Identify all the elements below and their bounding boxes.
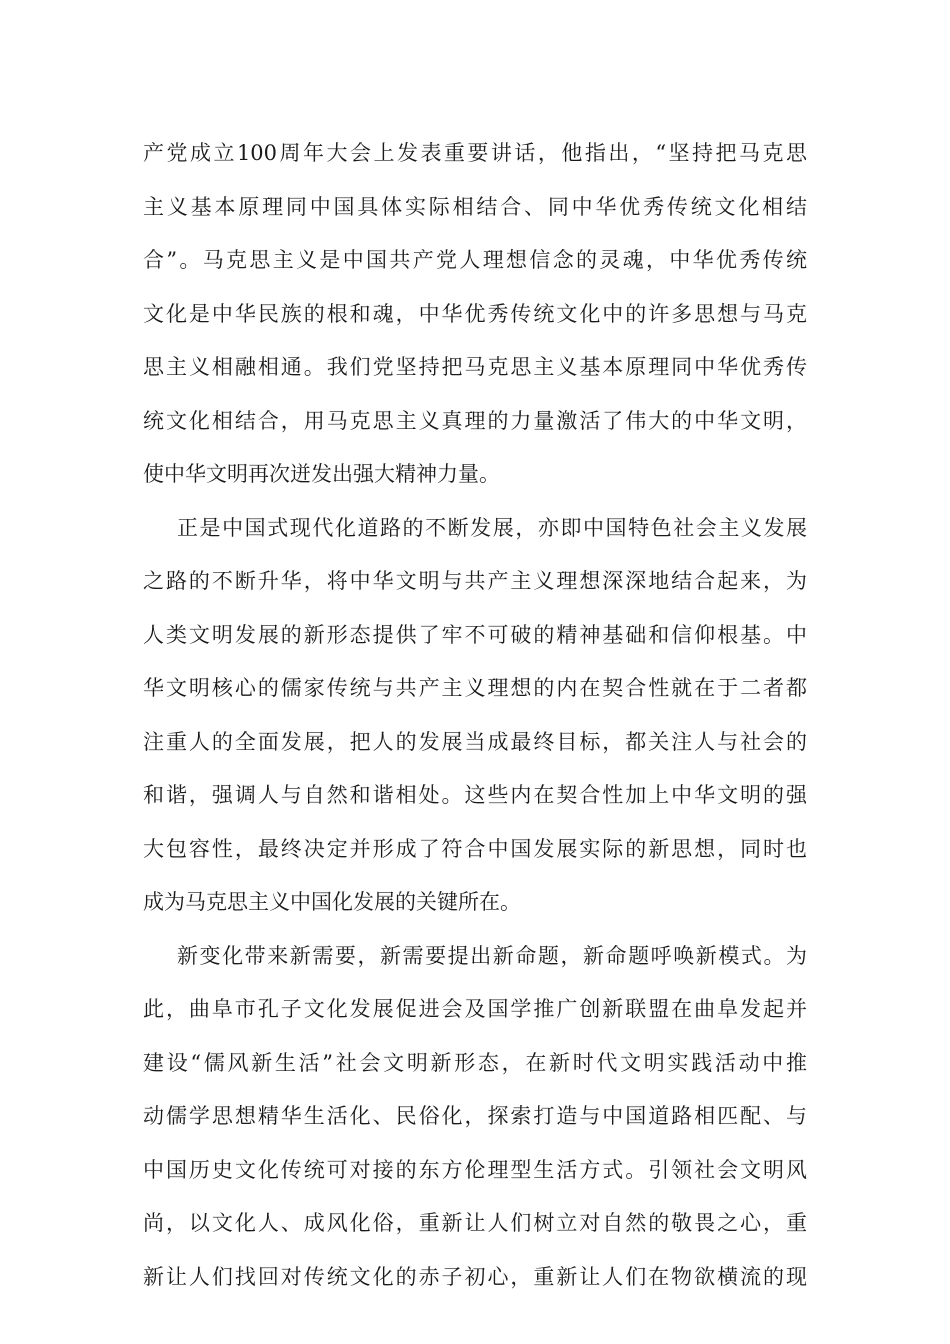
paragraph-2 <box>143 502 807 930</box>
text-line: 正是中国式现代化道路的不断发展，亦即中国特色社会主义发展 <box>177 515 807 540</box>
text-line: 思主义相融相通。我们党坚持把马克思主义基本原理同中华优秀传 <box>143 355 807 379</box>
body-text <box>143 127 807 1304</box>
text-line: 中国历史文化传统可对接的东方伦理型生活方式。引领社会文明风 <box>143 1157 807 1182</box>
text-line: 统文化相结合，用马克思主义真理的力量激活了伟大的中华文明， <box>143 408 807 433</box>
text-line: 尚，以文化人、成风化俗，重新让人们树立对自然的敬畏之心，重 <box>143 1211 807 1235</box>
text-line: 文化是中华民族的根和魂，中华优秀传统文化中的许多思想与马克 <box>143 301 807 326</box>
text-line: 主义基本原理同中国具体实际相结合、同中华优秀传统文化相结 <box>143 194 807 219</box>
text-line: 新变化带来新需要，新需要提出新命题，新命题呼唤新模式。为 <box>177 943 807 968</box>
text-line: 人类文明发展的新形态提供了牢不可破的精神基础和信仰根基。中 <box>143 622 807 647</box>
text-line: 注重人的全面发展，把人的发展当成最终目标，都关注人与社会的 <box>143 729 807 754</box>
text-line: 和谐，强调人与自然和谐相处。这些内在契合性加上中华文明的强 <box>143 783 807 807</box>
text-line: 成为马克思主义中国化发展的关键所在。 <box>143 890 521 914</box>
text-line: 动儒学思想精华生活化、民俗化，探索打造与中国道路相匹配、与 <box>143 1104 807 1128</box>
paragraph-3 <box>143 930 807 1305</box>
text-line: 此，曲阜市孔子文化发展促进会及国学推广创新联盟在曲阜发起并 <box>143 997 807 1021</box>
text-line: 大包容性，最终决定并形成了符合中国发展实际的新思想，同时也 <box>143 836 807 861</box>
paragraph-1 <box>143 127 807 502</box>
text-line: 建设“儒风新生活”社会文明新形态，在新时代文明实践活动中推 <box>143 1050 807 1075</box>
text-line: 使中华文明再次迸发出强大精神力量。 <box>143 462 500 486</box>
text-line: 产党成立100周年大会上发表重要讲话，他指出，“坚持把马克思 <box>143 141 807 165</box>
text-line: 之路的不断升华，将中华文明与共产主义理想深深地结合起来，为 <box>143 569 807 593</box>
text-line: 合”。马克思主义是中国共产党人理想信念的灵魂，中华优秀传统 <box>143 248 807 272</box>
text-line: 新让人们找回对传统文化的赤子初心，重新让人们在物欲横流的现 <box>143 1264 807 1289</box>
text-line: 华文明核心的儒家传统与共产主义理想的内在契合性就在于二者都 <box>143 676 807 700</box>
